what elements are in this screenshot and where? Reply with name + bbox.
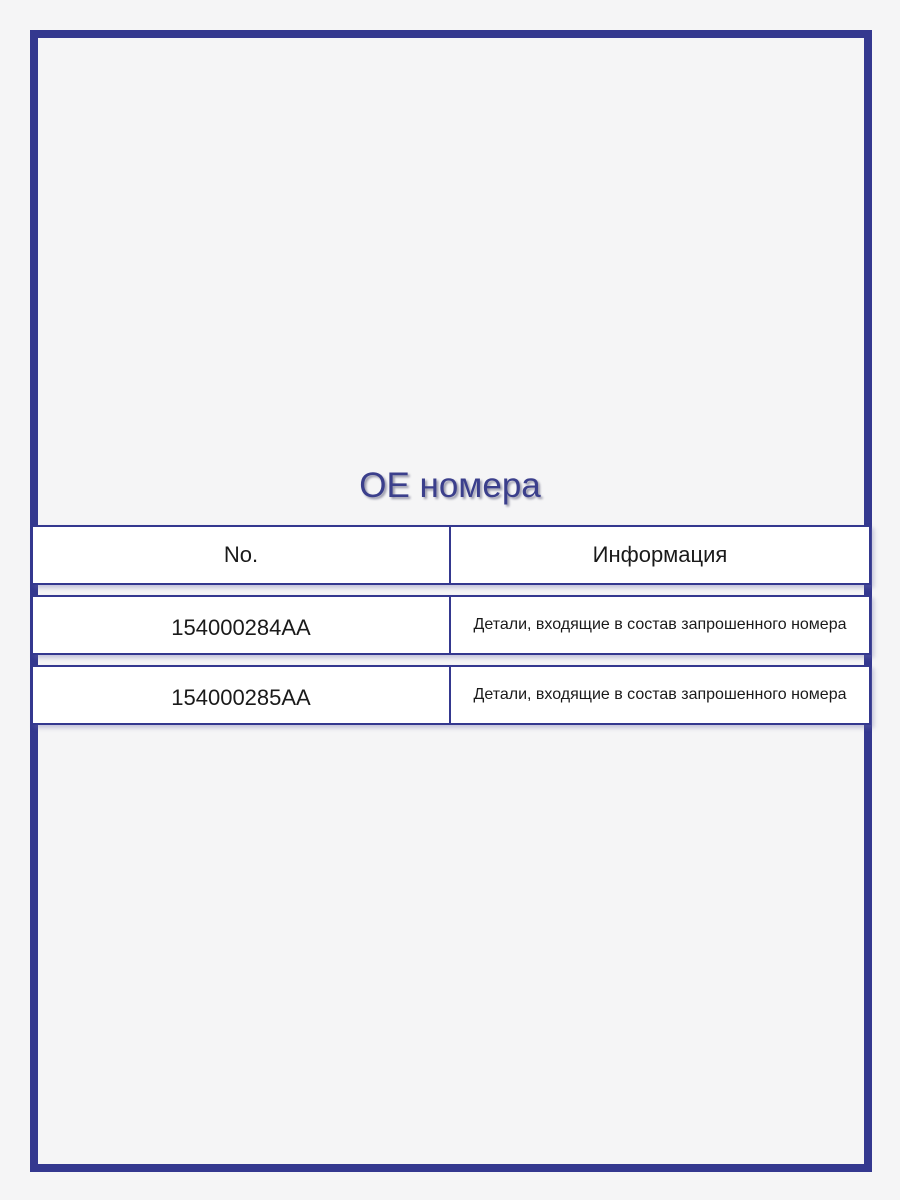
table-row — [31, 665, 871, 725]
header-cell-number: No. — [31, 525, 450, 585]
header-cell-info: Информация — [450, 525, 871, 585]
page-title: OE номера — [359, 466, 541, 505]
part-info-cell: Детали, входящие в состав запрошенного номера — [450, 665, 871, 725]
part-number-cell: 154000285AA — [31, 665, 450, 725]
part-info-cell: Детали, входящие в состав запрошенного номера — [450, 595, 871, 655]
table-header-row — [31, 525, 871, 585]
part-number-cell: 154000284AA — [31, 595, 450, 655]
table-row — [31, 595, 871, 655]
